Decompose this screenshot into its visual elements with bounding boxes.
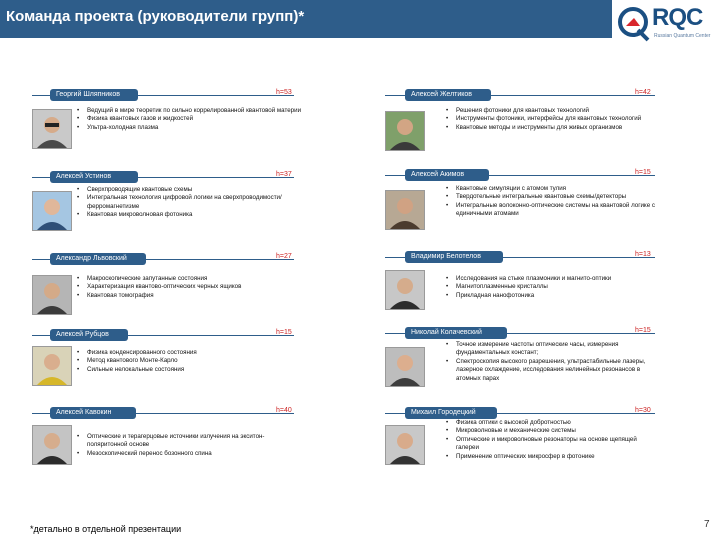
- research-item: • Прикладная нанофотоника: [445, 292, 657, 300]
- research-item: • Квантовые методы и инструменты для живых организмов: [445, 124, 657, 132]
- member-name: Алексей Кавокин: [50, 407, 136, 419]
- member-photo: [32, 191, 72, 231]
- research-list: [76, 107, 302, 132]
- research-list: [76, 349, 302, 374]
- research-item: • Точное измерение частоты оптические часы, измерения фундаментальных констант;: [445, 341, 657, 358]
- research-item: • Сверхпроводящие квантовые схемы: [76, 186, 302, 194]
- research-list: [445, 185, 657, 219]
- member-card: [32, 89, 302, 159]
- h-index: h=27: [276, 253, 292, 260]
- h-index: h=40: [276, 407, 292, 414]
- h-index: h=15: [635, 169, 651, 176]
- rqc-logo: [616, 2, 720, 48]
- member-card: [32, 407, 302, 473]
- header-bar: [0, 0, 612, 38]
- member-name: Алексей Рубцов: [50, 329, 128, 341]
- research-item: • Применение оптических микросфер в фотонике: [445, 453, 657, 461]
- member-name: Алексей Желтиков: [405, 89, 491, 101]
- research-list: [76, 186, 302, 220]
- member-photo: [32, 275, 72, 315]
- research-item: • Квантовая томография: [76, 292, 302, 300]
- research-list: [445, 419, 657, 461]
- member-card: [32, 253, 302, 319]
- research-list: [445, 341, 657, 383]
- research-item: • Решения фотоники для квантовых технологий: [445, 107, 657, 115]
- research-list: [76, 433, 302, 458]
- research-item: • Интегральная технология цифровой логики на сверхпроводимости/ферромагнетизме: [76, 194, 302, 211]
- h-index: h=53: [276, 89, 292, 96]
- member-name: Михаил Городецкий: [405, 407, 497, 419]
- member-card: [385, 327, 657, 397]
- member-name: Николай Колачевский: [405, 327, 507, 339]
- member-card: [32, 171, 302, 243]
- research-list: [445, 107, 657, 132]
- h-index: h=15: [276, 329, 292, 336]
- h-index: h=42: [635, 89, 651, 96]
- member-photo: [32, 346, 72, 386]
- logo-text: RQC: [652, 4, 703, 31]
- research-item: • Оптические и микроволновые резонаторы на основе щепящей галереи: [445, 436, 657, 453]
- footnote: *детально в отдельной презентации: [30, 524, 182, 534]
- member-photo: [385, 347, 425, 387]
- member-photo: [385, 190, 425, 230]
- member-card: [385, 89, 657, 157]
- member-card: [385, 251, 657, 317]
- research-item: • Метод квантового Монте-Карло: [76, 357, 302, 365]
- member-photo: [32, 109, 72, 149]
- research-item: • Инструменты фотоники, интерфейсы для квантовых технологий: [445, 115, 657, 123]
- research-item: • Физика конденсированного состояния: [76, 349, 302, 357]
- h-index: h=37: [276, 171, 292, 178]
- member-card: [385, 169, 657, 235]
- page-number: 7: [704, 519, 710, 530]
- research-item: • Оптические и терагерцовые источники излучения на экситон-поляритонной основе: [76, 433, 302, 450]
- h-index: h=30: [635, 407, 651, 414]
- research-item: • Физика квантовых газов и жидкостей: [76, 115, 302, 123]
- member-photo: [32, 425, 72, 465]
- research-list: [445, 275, 657, 300]
- research-item: • Макроскопические запутанные состояния: [76, 275, 302, 283]
- research-item: • Исследования на стыке плазмоники и магнито-оптики: [445, 275, 657, 283]
- research-item: • Квантовая микроволновая фотоника: [76, 211, 302, 219]
- member-photo: [385, 425, 425, 465]
- research-item: • Квантовые симуляции с атомом тулия: [445, 185, 657, 193]
- h-index: h=13: [635, 251, 651, 258]
- research-item: • Микроволновые и механические системы: [445, 427, 657, 435]
- logo-subtitle: Russian Quantum Center: [654, 33, 711, 39]
- member-name: Алексей Устинов: [50, 171, 138, 183]
- member-name: Александр Львовский: [50, 253, 146, 265]
- member-name: Владимир Белотелов: [405, 251, 503, 263]
- member-name: Алексей Акимов: [405, 169, 489, 181]
- research-item: • Твердотельные интегральные квантовые схемы/детекторы: [445, 193, 657, 201]
- member-photo: [385, 270, 425, 310]
- research-list: [76, 275, 302, 300]
- research-item: • Физика оптики с высокой добротностью: [445, 419, 657, 427]
- member-photo: [385, 111, 425, 151]
- member-card: [385, 407, 657, 477]
- research-item: • Интегральные волоконно-оптические системы на квантовой логике с единичными атомами: [445, 202, 657, 219]
- research-item: • Спектроскопия высокого разрешения, ультрастабильные лазеры, лазерное охлаждение, исследования нелинейных резонансов в атомных парах: [445, 358, 657, 383]
- h-index: h=15: [635, 327, 651, 334]
- member-card: [32, 329, 302, 395]
- research-item: • Ультра-холодная плазма: [76, 124, 302, 132]
- research-item: • Сильные нелокальные состояния: [76, 366, 302, 374]
- research-item: • Магнитоплазменные кристаллы: [445, 283, 657, 291]
- page-title: Команда проекта (руководители групп)*: [6, 8, 305, 25]
- logo-q-icon: [616, 4, 652, 44]
- research-item: • Характеризация квантово-оптических черных ящиков: [76, 283, 302, 291]
- research-item: • Ведущий в мире теоретик по сильно коррелированной квантовой материи: [76, 107, 302, 115]
- research-item: • Мезоскопический перенос бозонного спина: [76, 450, 302, 458]
- member-name: Георгий Шляпников: [50, 89, 138, 101]
